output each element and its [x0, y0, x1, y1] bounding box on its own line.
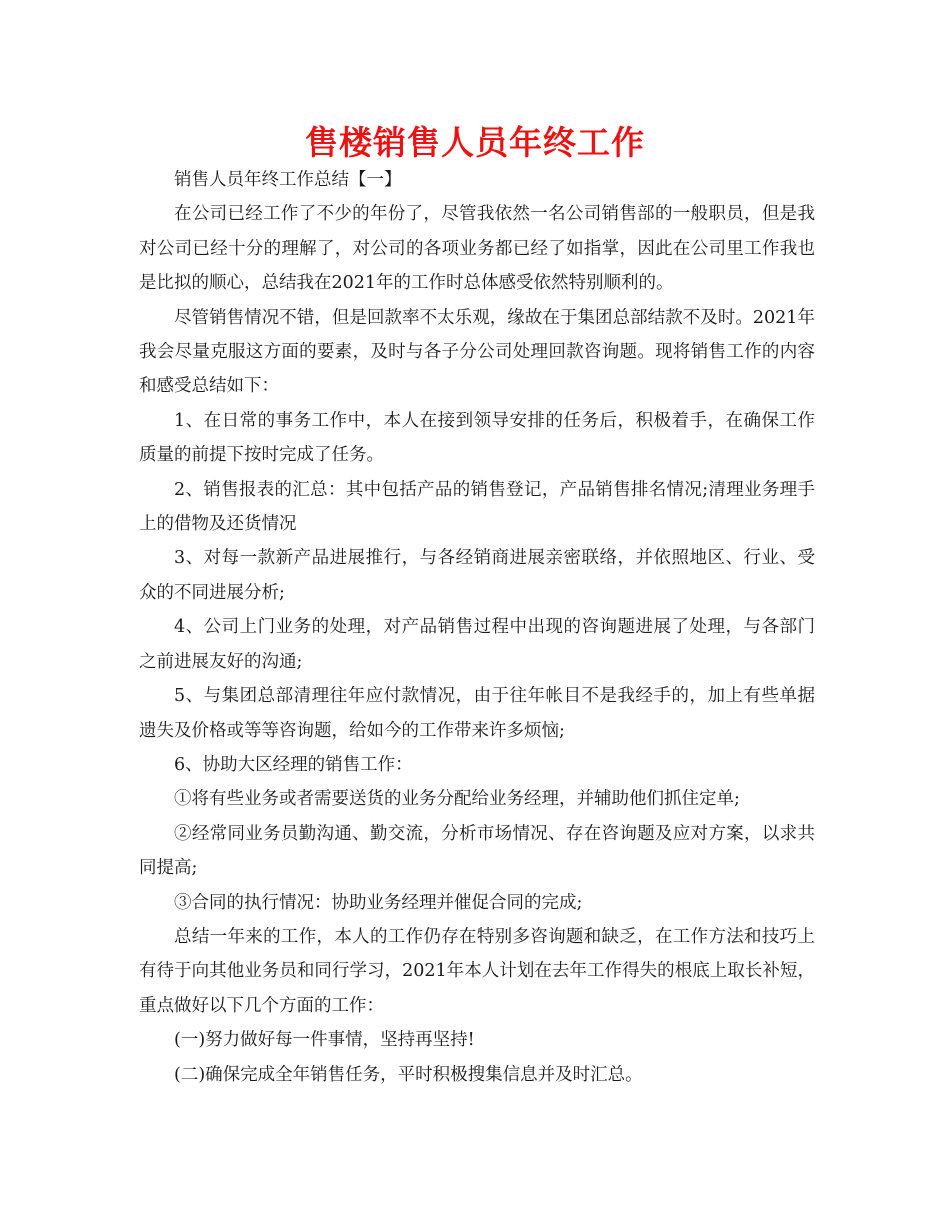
- paragraph-payment: 尽管销售情况不错，但是回款率不太乐观，缘故在于集团总部结款不及时。2021年我会尽量克服这方面的要素，及时与各子分公司处理回款咨询题。现将销售工作的内容和感受总结如下：: [139, 307, 815, 397]
- list-item-5: 5、与集团总部清理往年应付款情况，由于往年帐目不是我经手的，加上有些单据遗失及价格或等等咨询题，给如今的工作带来许多烦恼;: [139, 686, 815, 741]
- plan-item-1: (一)努力做好每一件事情，坚持再坚持!: [174, 1030, 475, 1051]
- list-item-1: 1、在日常的事务工作中，本人在接到领导安排的任务后，积极着手，在确保工作质量的前提下按时完成了任务。: [139, 410, 815, 466]
- sub-item-2: ②经常同业务员勤沟通、勤交流，分析市场情况、存在咨询题及应对方案，以求共同提高;: [139, 823, 815, 879]
- paragraph-summary: 总结一年来的工作，本人的工作仍存在特别多咨询题和缺乏，在工作方法和技巧上有待于向其他业务员和同行学习，2021年本人计划在去年工作得失的根底上取长补短，重点做好以下几个方面的工作：: [139, 926, 815, 1016]
- plan-item-2: (二)确保完成全年销售任务，平时积极搜集信息并及时汇总。: [174, 1064, 643, 1085]
- sub-item-1: ①将有些业务或者需要送货的业务分配给业务经理，并辅助他们抓住定单;: [174, 789, 740, 810]
- list-item-2: 2、销售报表的汇总：其中包括产品的销售登记，产品销售排名情况;清理业务理手上的借物及还货情况: [139, 479, 815, 535]
- paragraph-intro: 在公司已经工作了不少的年份了，尽管我依然一名公司销售部的一般职员，但是我对公司已经十分的理解了，对公司的各项业务都已经了如指掌，因此在公司里工作我也是比拟的顺心，总结我在2021年的工作时总体感受依然特别顺利的。: [139, 204, 815, 294]
- list-item-4: 4、公司上门业务的处理，对产品销售过程中出现的咨询题进展了处理，与各部门之前进展友好的沟通;: [139, 617, 815, 672]
- section-heading: 销售人员年终工作总结【一】: [174, 170, 402, 190]
- list-item-6: 6、协助大区经理的销售工作：: [174, 754, 413, 775]
- page-title: 售楼销售人员年终工作: [305, 123, 645, 162]
- sub-item-3: ③合同的执行情况：协助业务经理并催促合同的完成;: [174, 892, 583, 913]
- document-body: [139, 163, 815, 1092]
- list-item-3: 3、对每一款新产品进展推行，与各经销商进展亲密联络，并依照地区、行业、受众的不同进展分析;: [139, 548, 815, 603]
